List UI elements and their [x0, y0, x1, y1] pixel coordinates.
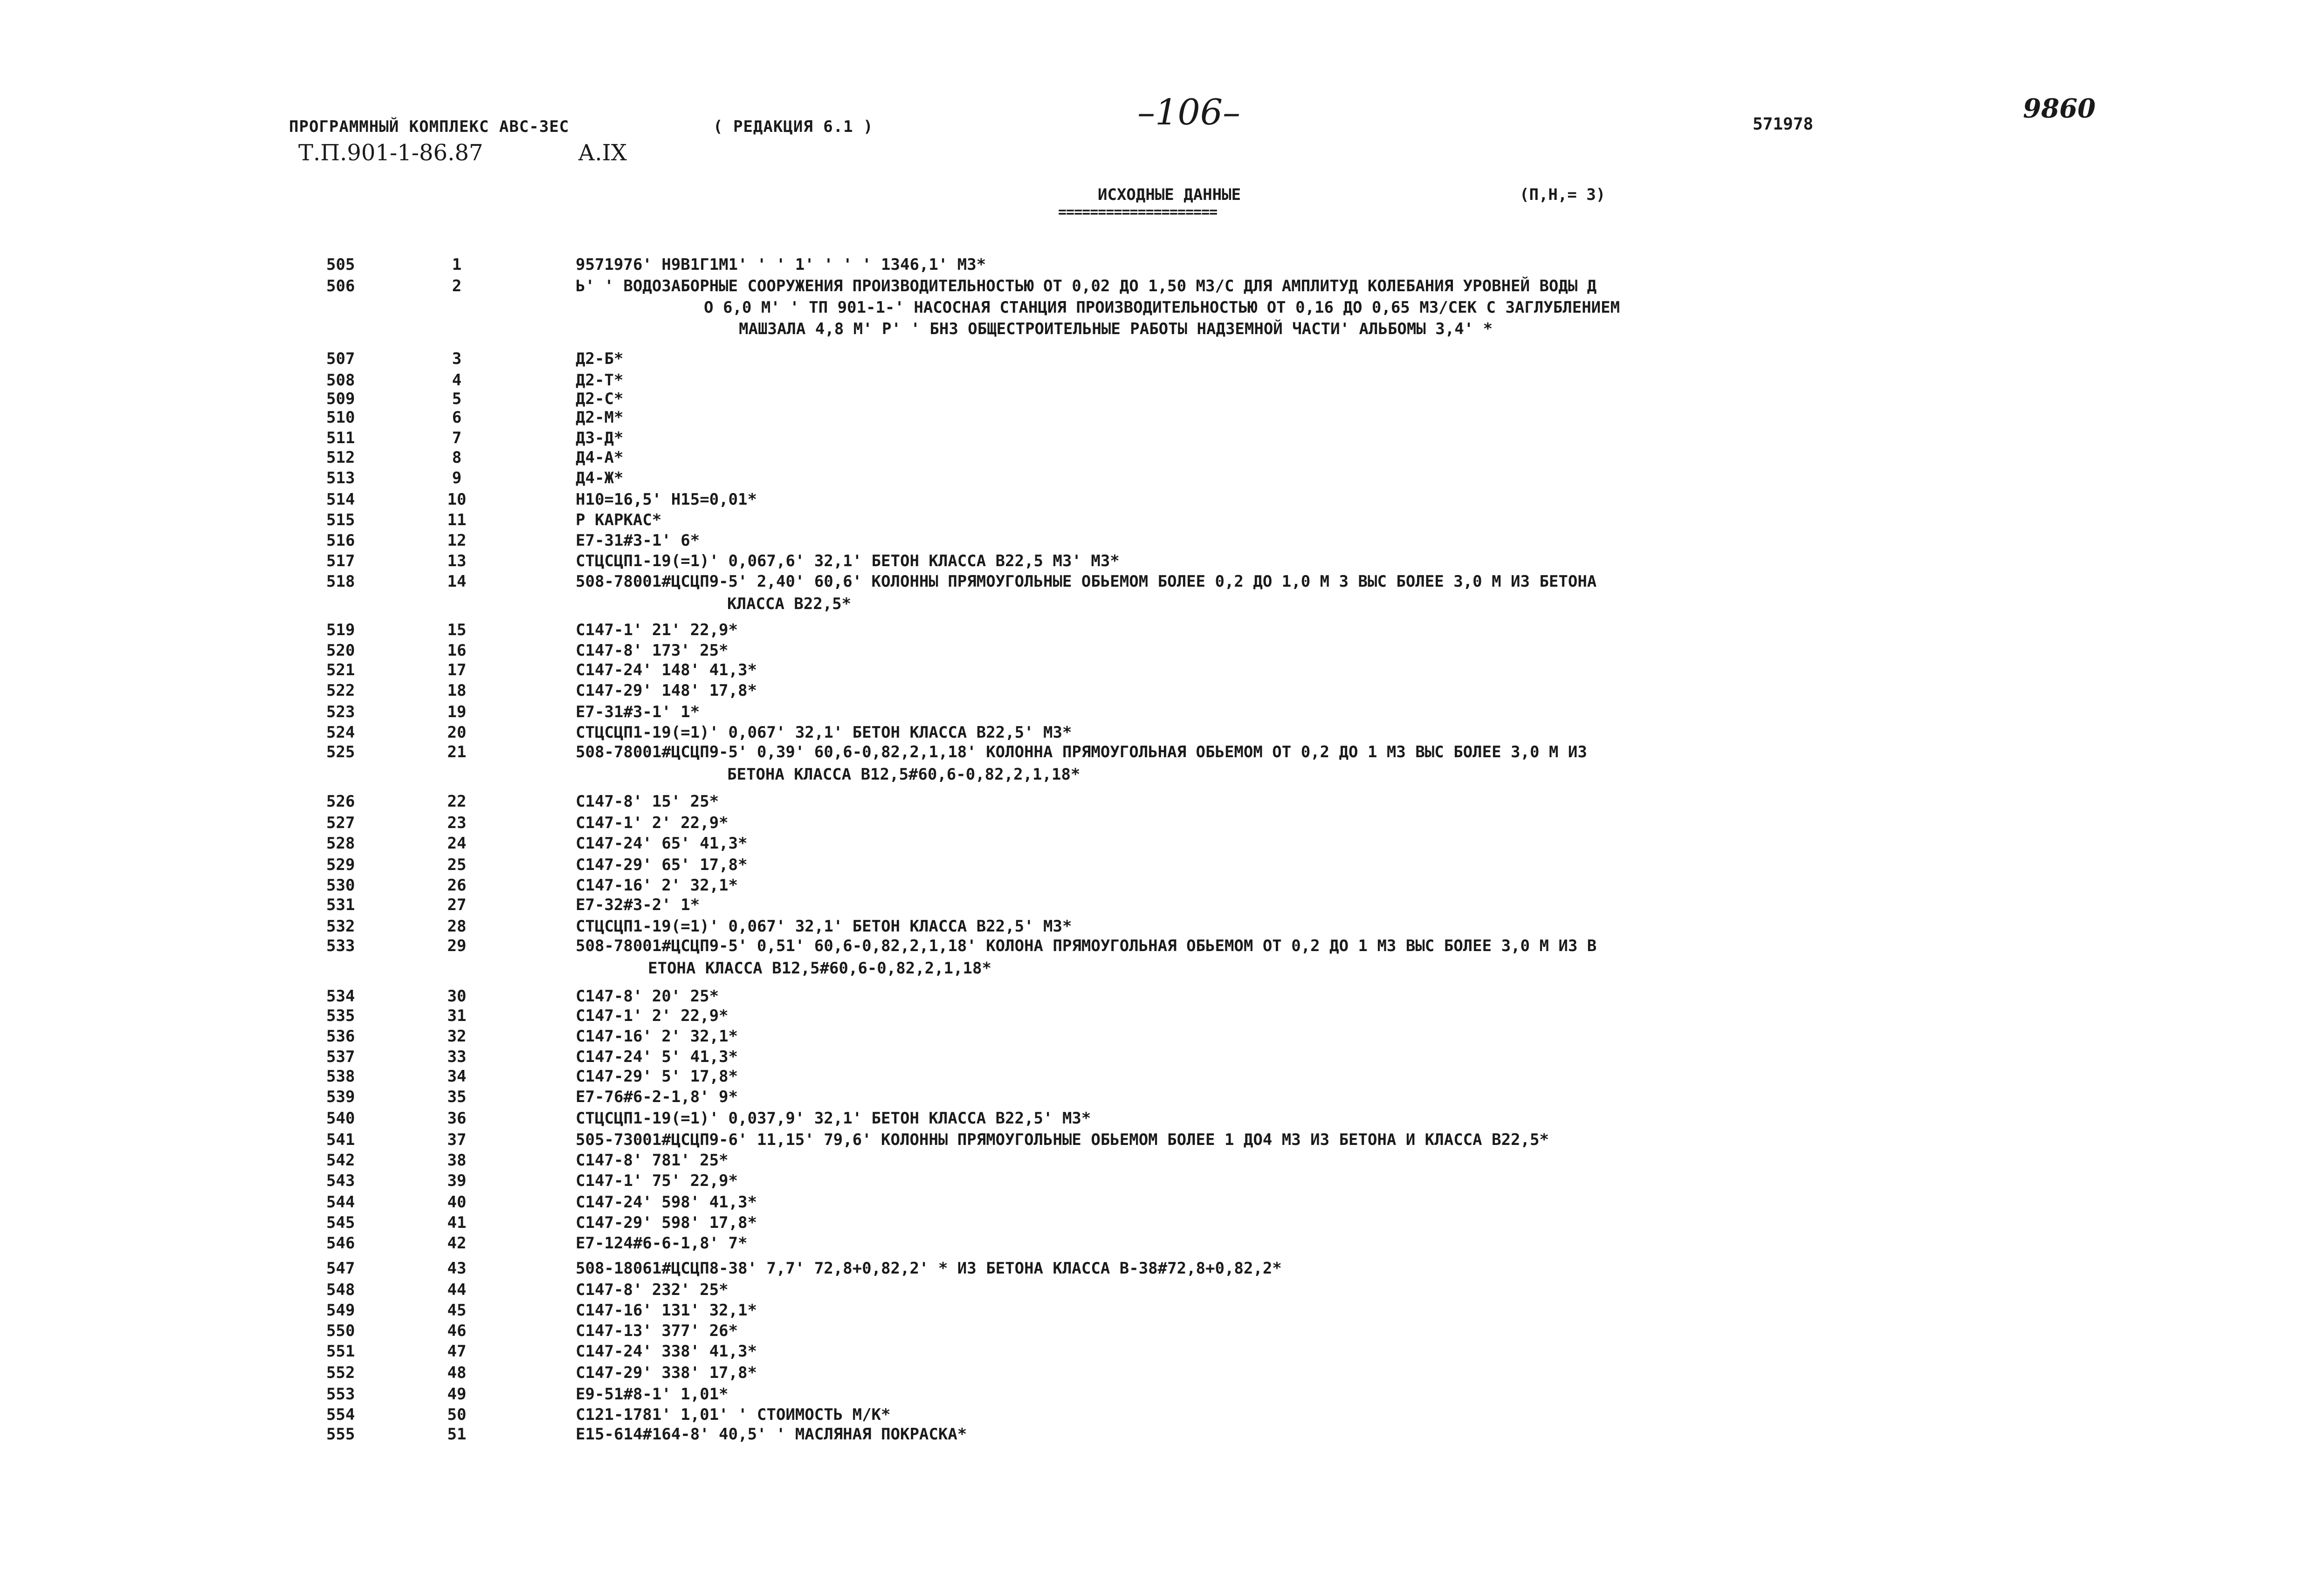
listing-row: [0, 1007, 2312, 1029]
listing-row: [0, 661, 2312, 683]
row-sequence-number: 552: [326, 1363, 355, 1382]
listing-row: [0, 1385, 2312, 1407]
listing-row: [0, 1322, 2312, 1344]
row-sequence-number: 531: [326, 896, 355, 914]
row-text: Ь' ' ВОДОЗАБОРНЫЕ СООРУЖЕНИЯ ПРОИЗВОДИТЕЛЬНОСТЬЮ ОТ 0,02 ДО 1,50 М3/С ДЛЯ АМПЛИТУД КОЛЕБАНИЯ УРОВНЕЙ ВОДЫ Д: [576, 277, 1597, 295]
row-text: Е7-32#3-2' 1*: [576, 896, 700, 914]
row-sequence-number: 528: [326, 834, 355, 853]
corner-handwritten-number: 9860: [2023, 93, 2096, 124]
row-text: С147-24' 5' 41,3*: [576, 1048, 738, 1066]
row-text: Е7-31#3-1' 6*: [576, 531, 700, 550]
listing-row: [0, 1151, 2312, 1173]
row-text: 508-78001#ЦСЦП9-5' 0,39' 60,6-0,82,2,1,18' КОЛОННА ПРЯМОУГОЛЬНАЯ ОБЬЕМОМ ОТ 0,2 ДО 1 М3 ВЫС БОЛЕЕ 3,0 М ИЗ: [576, 743, 1587, 761]
row-sequence-number: 545: [326, 1213, 355, 1232]
row-line-number: 18: [447, 681, 467, 700]
row-sequence-number: 536: [326, 1027, 355, 1046]
row-sequence-number: 524: [326, 723, 355, 742]
listing-row: [0, 792, 2312, 815]
program-name: ПРОГРАММНЫЙ КОМПЛЕКС АВС-3ЕС: [289, 117, 570, 136]
listing-continuation-line: МАШЗАЛА 4,8 М' Р' ' БНЗ ОБЩЕСТРОИТЕЛЬНЫЕ РАБОТЫ НАДЗЕМНОЙ ЧАСТИ' АЛЬБОМЫ 3,4' *: [739, 320, 1493, 338]
row-text: Д4-А*: [576, 448, 624, 467]
row-sequence-number: 514: [326, 490, 355, 509]
row-line-number: 8: [452, 448, 462, 467]
row-text: СТЦСЦП1-19(=1)' 0,067' 32,1' БЕТОН КЛАССА В22,5' М3*: [576, 723, 1072, 742]
listing-row: [0, 408, 2312, 431]
row-text: С147-8' 15' 25*: [576, 792, 719, 811]
row-line-number: 27: [447, 896, 467, 914]
listing-row: [0, 856, 2312, 878]
row-sequence-number: 533: [326, 937, 355, 955]
listing-row: [0, 429, 2312, 451]
listing-row: [0, 681, 2312, 704]
row-sequence-number: 544: [326, 1193, 355, 1212]
row-line-number: 36: [447, 1109, 467, 1128]
row-line-number: 6: [452, 408, 462, 427]
row-line-number: 49: [447, 1385, 467, 1404]
row-sequence-number: 543: [326, 1171, 355, 1190]
row-text: С147-29' 5' 17,8*: [576, 1067, 738, 1086]
row-sequence-number: 507: [326, 349, 355, 368]
row-text: С147-1' 2' 22,9*: [576, 814, 729, 832]
row-sequence-number: 549: [326, 1301, 355, 1320]
row-sequence-number: 527: [326, 814, 355, 832]
listing-row: [0, 1405, 2312, 1428]
listing-row: [0, 531, 2312, 554]
row-text: С147-16' 131' 32,1*: [576, 1301, 757, 1320]
row-line-number: 2: [452, 277, 462, 295]
row-text: С147-1' 21' 22,9*: [576, 621, 738, 639]
listing-row: [0, 621, 2312, 643]
row-text: С147-29' 338' 17,8*: [576, 1363, 757, 1382]
row-sequence-number: 529: [326, 856, 355, 874]
listing-row: [0, 1425, 2312, 1447]
row-text: С147-16' 2' 32,1*: [576, 876, 738, 895]
row-sequence-number: 511: [326, 429, 355, 447]
row-sequence-number: 513: [326, 469, 355, 487]
section-underline: ====================: [1058, 204, 1218, 220]
row-sequence-number: 555: [326, 1425, 355, 1444]
row-sequence-number: 518: [326, 572, 355, 591]
row-line-number: 43: [447, 1259, 467, 1278]
row-line-number: 20: [447, 723, 467, 742]
row-text: С147-8' 232' 25*: [576, 1281, 729, 1299]
listing-row: [0, 255, 2312, 278]
row-sequence-number: 525: [326, 743, 355, 761]
row-sequence-number: 550: [326, 1322, 355, 1340]
row-sequence-number: 520: [326, 641, 355, 660]
row-text: С147-29' 598' 17,8*: [576, 1213, 757, 1232]
row-sequence-number: 534: [326, 987, 355, 1006]
row-line-number: 7: [452, 429, 462, 447]
row-line-number: 46: [447, 1322, 467, 1340]
document-number: 571978: [1753, 115, 1814, 134]
listing-row: [0, 1027, 2312, 1049]
listing-continuation-line: О 6,0 М' ' ТП 901-1-' НАСОСНАЯ СТАНЦИЯ ПРОИЗВОДИТЕЛЬНОСТЬЮ ОТ 0,16 ДО 0,65 М3/СЕК С ЗАГЛУБЛЕНИЕМ: [704, 298, 1620, 317]
row-text: Е15-614#164-8' 40,5' ' МАСЛЯНАЯ ПОКРАСКА*: [576, 1425, 967, 1444]
row-text: С147-8' 20' 25*: [576, 987, 719, 1006]
row-sequence-number: 548: [326, 1281, 355, 1299]
row-text: 505-73001#ЦСЦП9-6' 11,15' 79,6' КОЛОННЫ ПРЯМОУГОЛЬНЫЕ ОБЬЕМОМ БОЛЕЕ 1 ДО4 М3 ИЗ БЕТОНА И КЛАССА В22,5*: [576, 1130, 1549, 1149]
row-text: Д4-Ж*: [576, 469, 624, 487]
row-text: С147-8' 173' 25*: [576, 641, 729, 660]
row-line-number: 24: [447, 834, 467, 853]
pn-label: (П,Н,= 3): [1520, 185, 1606, 204]
row-line-number: 47: [447, 1342, 467, 1361]
row-line-number: 25: [447, 856, 467, 874]
row-line-number: 33: [447, 1048, 467, 1066]
row-text: С147-16' 2' 32,1*: [576, 1027, 738, 1046]
row-sequence-number: 517: [326, 552, 355, 570]
row-text: С147-8' 781' 25*: [576, 1151, 729, 1170]
row-line-number: 45: [447, 1301, 467, 1320]
row-sequence-number: 540: [326, 1109, 355, 1128]
row-line-number: 13: [447, 552, 467, 570]
listing-row: [0, 641, 2312, 664]
listing-row: [0, 987, 2312, 1009]
listing-row: [0, 511, 2312, 533]
row-text: Е7-124#6-6-1,8' 7*: [576, 1234, 748, 1253]
row-sequence-number: 510: [326, 408, 355, 427]
row-text: С147-24' 148' 41,3*: [576, 661, 757, 679]
handwritten-page-number: –106–: [1137, 91, 1241, 133]
row-line-number: 29: [447, 937, 467, 955]
listing-row: [0, 1048, 2312, 1070]
row-line-number: 30: [447, 987, 467, 1006]
row-sequence-number: 523: [326, 703, 355, 721]
row-text: С147-24' 65' 41,3*: [576, 834, 748, 853]
row-sequence-number: 516: [326, 531, 355, 550]
listing-row: [0, 552, 2312, 574]
row-sequence-number: 522: [326, 681, 355, 700]
row-line-number: 38: [447, 1151, 467, 1170]
row-line-number: 48: [447, 1363, 467, 1382]
row-line-number: 42: [447, 1234, 467, 1253]
row-line-number: 28: [447, 917, 467, 936]
row-line-number: 31: [447, 1007, 467, 1025]
row-sequence-number: 521: [326, 661, 355, 679]
listing-row: [0, 1342, 2312, 1364]
row-text: Е7-76#6-2-1,8' 9*: [576, 1088, 738, 1106]
row-sequence-number: 505: [326, 255, 355, 274]
row-text: С147-13' 377' 26*: [576, 1322, 738, 1340]
row-text: Д2-С*: [576, 390, 624, 408]
listing-row: [0, 572, 2312, 595]
row-sequence-number: 515: [326, 511, 355, 529]
row-text: С147-1' 2' 22,9*: [576, 1007, 729, 1025]
listing-row: [0, 814, 2312, 836]
row-text: СТЦСЦП1-19(=1)' 0,067' 32,1' БЕТОН КЛАССА В22,5' М3*: [576, 917, 1072, 936]
row-line-number: 23: [447, 814, 467, 832]
row-line-number: 11: [447, 511, 467, 529]
row-sequence-number: 541: [326, 1130, 355, 1149]
row-line-number: 50: [447, 1405, 467, 1424]
listing-row: [0, 937, 2312, 959]
listing-row: [0, 349, 2312, 372]
row-sequence-number: 539: [326, 1088, 355, 1106]
row-text: СТЦСЦП1-19(=1)' 0,067,6' 32,1' БЕТОН КЛАССА В22,5 М3' М3*: [576, 552, 1120, 570]
listing-row: [0, 834, 2312, 856]
row-sequence-number: 530: [326, 876, 355, 895]
row-sequence-number: 551: [326, 1342, 355, 1361]
row-text: Д2-М*: [576, 408, 624, 427]
row-sequence-number: 554: [326, 1405, 355, 1424]
listing-row: [0, 876, 2312, 898]
listing-row: [0, 917, 2312, 939]
row-sequence-number: 535: [326, 1007, 355, 1025]
row-text: Р КАРКАС*: [576, 511, 662, 529]
row-line-number: 12: [447, 531, 467, 550]
row-line-number: 4: [452, 371, 462, 390]
edition-label: ( РЕДАКЦИЯ 6.1 ): [713, 117, 874, 136]
row-text: С147-1' 75' 22,9*: [576, 1171, 738, 1190]
row-line-number: 14: [447, 572, 467, 591]
row-sequence-number: 508: [326, 371, 355, 390]
listing-row: [0, 1259, 2312, 1281]
section-title: ИСХОДНЫЕ ДАННЫЕ: [1098, 185, 1241, 204]
listing-row: [0, 1363, 2312, 1386]
row-sequence-number: 532: [326, 917, 355, 936]
listing-row: [0, 896, 2312, 918]
listing-row: [0, 277, 2312, 299]
row-line-number: 5: [452, 390, 462, 408]
row-text: С147-24' 598' 41,3*: [576, 1193, 757, 1212]
row-text: 508-78001#ЦСЦП9-5' 0,51' 60,6-0,82,2,1,18' КОЛОНА ПРЯМОУГОЛЬНАЯ ОБЬЕМОМ ОТ 0,2 ДО 1 М3 ВЫС БОЛЕЕ 3,0 М ИЗ В: [576, 937, 1597, 955]
row-line-number: 34: [447, 1067, 467, 1086]
row-line-number: 37: [447, 1130, 467, 1149]
listing-row: [0, 1109, 2312, 1131]
row-line-number: 3: [452, 349, 462, 368]
row-line-number: 10: [447, 490, 467, 509]
row-text: Д2-Т*: [576, 371, 624, 390]
row-sequence-number: 546: [326, 1234, 355, 1253]
row-text: С147-29' 65' 17,8*: [576, 856, 748, 874]
row-sequence-number: 506: [326, 277, 355, 295]
listing-row: [0, 1130, 2312, 1153]
tp-code: Т.П.901-1-86.87: [298, 140, 483, 166]
listing-row: [0, 1281, 2312, 1303]
row-line-number: 15: [447, 621, 467, 639]
row-line-number: 21: [447, 743, 467, 761]
listing-row: [0, 1067, 2312, 1089]
listing-row: [0, 1301, 2312, 1323]
listing-row: [0, 723, 2312, 746]
row-line-number: 39: [447, 1171, 467, 1190]
row-line-number: 35: [447, 1088, 467, 1106]
listing-row: [0, 703, 2312, 725]
row-line-number: 41: [447, 1213, 467, 1232]
row-text: 508-18061#ЦСЦП8-38' 7,7' 72,8+0,82,2' * ИЗ БЕТОНА КЛАССА В-38#72,8+0,82,2*: [576, 1259, 1282, 1278]
listing-row: [0, 1171, 2312, 1194]
row-sequence-number: 538: [326, 1067, 355, 1086]
row-line-number: 19: [447, 703, 467, 721]
row-text: Д2-Б*: [576, 349, 624, 368]
row-text: С121-1781' 1,01' ' СТОИМОСТЬ М/К*: [576, 1405, 891, 1424]
listing-row: [0, 490, 2312, 513]
row-sequence-number: 537: [326, 1048, 355, 1066]
row-text: СТЦСЦП1-19(=1)' 0,037,9' 32,1' БЕТОН КЛАССА В22,5' М3*: [576, 1109, 1091, 1128]
row-sequence-number: 519: [326, 621, 355, 639]
row-sequence-number: 553: [326, 1385, 355, 1404]
album-label: А.IX: [578, 140, 627, 166]
row-line-number: 32: [447, 1027, 467, 1046]
listing-continuation-line: КЛАССА В22,5*: [727, 595, 852, 613]
listing-row: [0, 1088, 2312, 1110]
row-text: 9571976' Н9В1Г1М1' ' ' 1' ' ' ' 1346,1' М3*: [576, 255, 986, 274]
listing-row: [0, 743, 2312, 765]
row-text: С147-24' 338' 41,3*: [576, 1342, 757, 1361]
row-line-number: 16: [447, 641, 467, 660]
row-sequence-number: 509: [326, 390, 355, 408]
row-sequence-number: 526: [326, 792, 355, 811]
row-line-number: 17: [447, 661, 467, 679]
row-line-number: 1: [452, 255, 462, 274]
row-text: С147-29' 148' 17,8*: [576, 681, 757, 700]
listing-row: [0, 1234, 2312, 1256]
row-line-number: 22: [447, 792, 467, 811]
row-sequence-number: 512: [326, 448, 355, 467]
row-line-number: 26: [447, 876, 467, 895]
row-text: Д3-Д*: [576, 429, 624, 447]
listing-continuation-line: БЕТОНА КЛАССА В12,5#60,6-0,82,2,1,18*: [727, 765, 1080, 784]
row-text: 508-78001#ЦСЦП9-5' 2,40' 60,6' КОЛОННЫ ПРЯМОУГОЛЬНЫЕ ОБЬЕМОМ БОЛЕЕ 0,2 ДО 1,0 М 3 ВЫС БОЛЕЕ 3,0 М ИЗ БЕТОНА: [576, 572, 1597, 591]
listing-row: [0, 469, 2312, 491]
row-text: Н10=16,5' Н15=0,01*: [576, 490, 757, 509]
row-text: Е9-51#8-1' 1,01*: [576, 1385, 729, 1404]
row-sequence-number: 542: [326, 1151, 355, 1170]
row-line-number: 40: [447, 1193, 467, 1212]
row-line-number: 44: [447, 1281, 467, 1299]
listing-row: [0, 448, 2312, 471]
row-line-number: 9: [452, 469, 462, 487]
row-text: Е7-31#3-1' 1*: [576, 703, 700, 721]
listing-row: [0, 1213, 2312, 1236]
row-sequence-number: 547: [326, 1259, 355, 1278]
listing-row: [0, 1193, 2312, 1215]
listing-continuation-line: ЕТОНА КЛАССА В12,5#60,6-0,82,2,1,18*: [648, 959, 991, 978]
row-line-number: 51: [447, 1425, 467, 1444]
